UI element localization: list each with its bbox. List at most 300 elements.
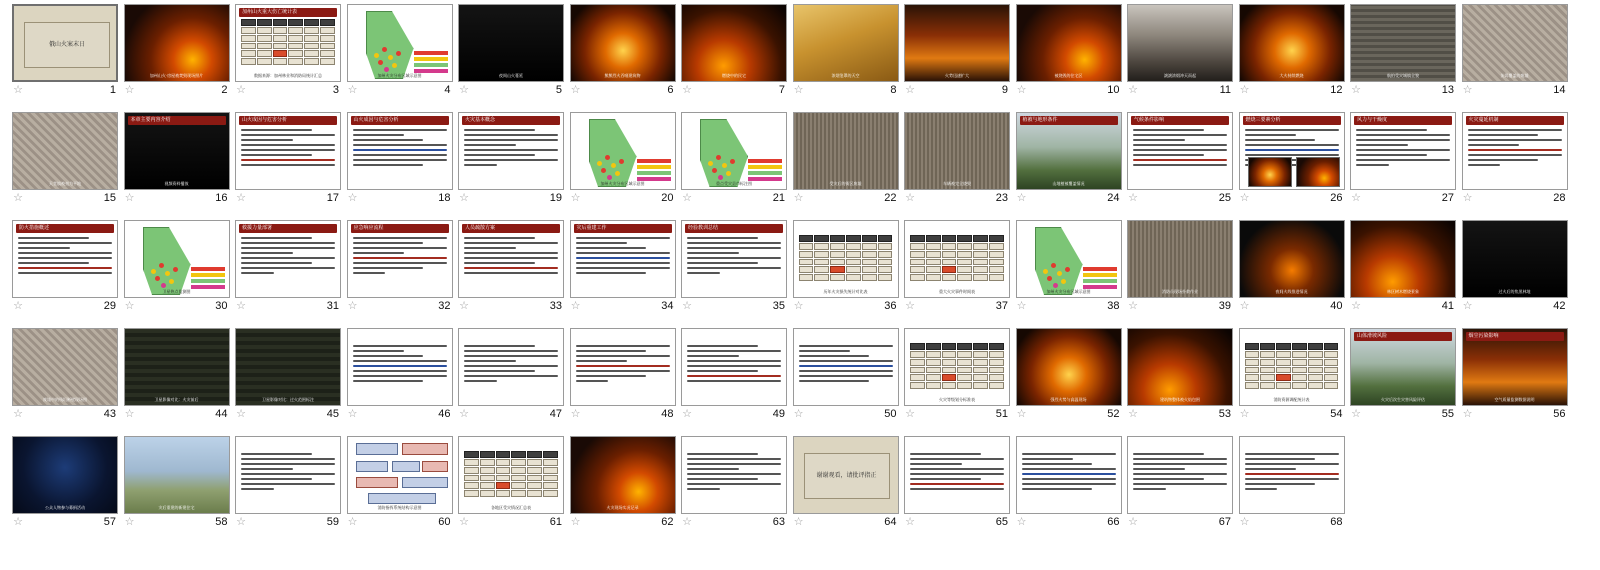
slide-thumbnail[interactable]: [904, 220, 1010, 298]
slide-thumbnail[interactable]: [1350, 4, 1456, 82]
star-outline-icon[interactable]: ☆: [905, 408, 915, 420]
slide-number: 2: [221, 84, 228, 96]
star-outline-icon[interactable]: ☆: [124, 192, 135, 204]
star-outline-icon[interactable]: ☆: [13, 192, 23, 204]
slide-thumbnail[interactable]: [12, 328, 118, 406]
star-outline-icon[interactable]: ☆: [13, 408, 23, 420]
slide-thumbnail[interactable]: [681, 112, 787, 190]
table-cell: [799, 243, 814, 250]
slide-thumbnail[interactable]: [1239, 4, 1345, 82]
slide-meta: [458, 192, 564, 208]
map-state-shape: [366, 11, 414, 79]
star-outline-icon[interactable]: ☆: [347, 84, 358, 96]
table-row: [241, 35, 335, 42]
table-cell: [878, 243, 893, 250]
slide-meta: [347, 192, 453, 208]
slide-thumbnail[interactable]: [458, 112, 564, 190]
star-outline-icon[interactable]: ☆: [459, 192, 469, 204]
table-cell: [273, 19, 288, 26]
text-line: [464, 350, 558, 352]
star-outline-icon[interactable]: ☆: [1016, 192, 1027, 204]
slide-thumbnail[interactable]: [1239, 112, 1345, 190]
slide-thumbnail[interactable]: [12, 436, 118, 514]
slide-cell: [1350, 112, 1460, 212]
slide-number: 57: [103, 516, 116, 528]
slide-number: 3: [332, 84, 339, 96]
text-line: [1022, 468, 1116, 470]
star-outline-icon[interactable]: ☆: [459, 300, 469, 312]
slide-thumbnail[interactable]: [12, 220, 118, 298]
slide-caption: 视频资料播放: [164, 181, 189, 186]
star-outline-icon[interactable]: ☆: [570, 516, 581, 528]
slide-thumbnail[interactable]: [458, 4, 564, 82]
slide-banner-text: 灾后重建工作: [576, 225, 607, 231]
table-cell: [957, 243, 972, 250]
slide-meta: [681, 408, 787, 424]
slide-cell: [1127, 328, 1237, 428]
slide-thumbnail[interactable]: [235, 328, 341, 406]
slide-thumbnail[interactable]: [1350, 112, 1456, 190]
slide-banner-text: 风力与干燥度: [1357, 117, 1388, 123]
slide-meta: [124, 192, 230, 208]
star-outline-icon[interactable]: ☆: [347, 408, 358, 420]
table-cell: [464, 459, 479, 466]
slide-thumbnail[interactable]: [124, 220, 230, 298]
slide-body-lines: [687, 237, 781, 277]
slide-caption: 滚滚浓烟冲天而起: [1164, 73, 1196, 78]
text-line: [1133, 458, 1227, 460]
table-cell: [926, 367, 941, 374]
slide-thumbnail[interactable]: [1016, 328, 1122, 406]
slide-thumbnail[interactable]: [235, 220, 341, 298]
text-line: [687, 237, 758, 239]
slide-meta: [793, 516, 899, 532]
text-line: [1245, 134, 1297, 136]
text-line: [241, 247, 335, 249]
slide-thumbnail[interactable]: [681, 4, 787, 82]
slide-thumbnail[interactable]: [1016, 436, 1122, 514]
text-line: [18, 247, 70, 249]
slide-thumbnail[interactable]: [124, 112, 230, 190]
table-cell: [241, 35, 256, 42]
map-marker: [155, 276, 160, 281]
star-outline-icon[interactable]: ☆: [1239, 84, 1250, 96]
slide-caption: 历年火灾损失统计对比表: [823, 289, 868, 294]
star-outline-icon[interactable]: ☆: [236, 408, 246, 420]
map-legend-item: [191, 273, 225, 277]
slide-thumbnail[interactable]: [12, 112, 118, 190]
slide-cell: [1350, 220, 1460, 320]
star-outline-icon[interactable]: ☆: [347, 300, 358, 312]
star-outline-icon[interactable]: ☆: [905, 516, 915, 528]
slide-banner: [685, 224, 783, 233]
slide-body-lines: [1133, 129, 1227, 169]
slide-thumbnail[interactable]: [793, 220, 899, 298]
table-cell: [496, 482, 511, 489]
slide-number: 36: [884, 300, 897, 312]
map-marker: [1047, 276, 1052, 281]
star-outline-icon[interactable]: ☆: [793, 192, 804, 204]
slide-thumbnail[interactable]: [124, 436, 230, 514]
slide-thumbnail[interactable]: [1462, 220, 1568, 298]
text-line: [241, 129, 312, 131]
slide-thumbnail[interactable]: [570, 4, 676, 82]
slide-cell: [347, 328, 457, 428]
table-cell: [1308, 351, 1323, 358]
slide-cell: [1462, 4, 1572, 104]
slide-cell: [1239, 4, 1349, 104]
table-row: [910, 359, 1004, 366]
table-cell: [878, 251, 893, 258]
slide-meta: [347, 300, 453, 316]
star-outline-icon[interactable]: ☆: [793, 84, 804, 96]
star-outline-icon[interactable]: ☆: [1351, 408, 1361, 420]
slide-number: 11: [1219, 84, 1231, 96]
slide-number: 42: [1553, 300, 1566, 312]
map-state-shape: [589, 119, 637, 187]
star-outline-icon[interactable]: ☆: [124, 516, 135, 528]
slide-thumbnail[interactable]: [1016, 4, 1122, 82]
star-outline-icon[interactable]: ☆: [1239, 192, 1250, 204]
slide-content: [1017, 221, 1121, 297]
slide-content: [1128, 5, 1232, 81]
slide-number: 61: [549, 516, 562, 528]
text-line: [353, 252, 405, 254]
text-line: [687, 478, 758, 480]
slide-thumbnail[interactable]: [347, 328, 453, 406]
slide-number: 34: [661, 300, 674, 312]
slide-thumbnail[interactable]: [458, 220, 564, 298]
star-outline-icon[interactable]: ☆: [570, 300, 581, 312]
slide-photo: [1351, 5, 1455, 81]
slide-number: 31: [326, 300, 339, 312]
text-line: [1133, 139, 1185, 141]
slide-thumbnail[interactable]: [1239, 436, 1345, 514]
slide-number: 32: [438, 300, 451, 312]
table-cell: [480, 475, 495, 482]
slide-photo: [1240, 5, 1344, 81]
slide-banner-text: 火灾蔓延机制: [1468, 117, 1499, 123]
slide-thumbnail[interactable]: [1350, 328, 1456, 406]
star-outline-icon[interactable]: ☆: [1016, 408, 1027, 420]
star-outline-icon[interactable]: ☆: [1128, 192, 1138, 204]
text-line: [1245, 488, 1278, 490]
text-line: [1133, 134, 1227, 136]
table-cell: [926, 351, 941, 358]
slide-banner-text: 燃烧三要素分析: [1245, 117, 1281, 123]
slide-number: 44: [215, 408, 228, 420]
slide-thumbnail[interactable]: [904, 436, 1010, 514]
star-outline-icon[interactable]: ☆: [13, 300, 23, 312]
star-outline-icon[interactable]: ☆: [236, 516, 246, 528]
text-line: [687, 355, 739, 357]
text-line: [1356, 129, 1427, 131]
slide-thumbnail[interactable]: [1016, 220, 1122, 298]
text-line: [1133, 478, 1204, 480]
slide-thumbnail[interactable]: [904, 328, 1010, 406]
slide-banner: [462, 224, 560, 233]
slide-thumbnail[interactable]: [681, 436, 787, 514]
slide-thumbnail[interactable]: [1462, 4, 1568, 82]
slide-thumbnail[interactable]: [458, 436, 564, 514]
star-outline-icon[interactable]: ☆: [1351, 192, 1361, 204]
star-outline-icon[interactable]: ☆: [1016, 84, 1027, 96]
text-line: [1133, 463, 1227, 465]
star-outline-icon[interactable]: ☆: [570, 84, 581, 96]
star-outline-icon[interactable]: ☆: [1462, 300, 1473, 312]
slide-number: 8: [890, 84, 897, 96]
text-line: [1468, 159, 1539, 161]
text-line: [687, 350, 781, 352]
text-line: [910, 458, 1004, 460]
star-outline-icon[interactable]: ☆: [1239, 300, 1250, 312]
table-cell: [304, 58, 319, 65]
text-line: [353, 139, 424, 141]
map-marker: [1043, 269, 1048, 274]
table-cell: [814, 251, 829, 258]
star-outline-icon[interactable]: ☆: [1128, 516, 1138, 528]
slide-thumbnail[interactable]: [458, 328, 564, 406]
star-outline-icon[interactable]: ☆: [1462, 84, 1473, 96]
table-cell: [989, 243, 1004, 250]
star-outline-icon[interactable]: ☆: [682, 408, 692, 420]
slide-meta: [1239, 84, 1345, 100]
table-cell: [910, 343, 925, 350]
slide-body-lines: [353, 129, 447, 169]
star-outline-icon[interactable]: ☆: [124, 408, 135, 420]
star-outline-icon[interactable]: ☆: [1016, 516, 1027, 528]
text-line: [241, 478, 312, 480]
star-outline-icon[interactable]: ☆: [1462, 408, 1473, 420]
slide-thumbnail[interactable]: [347, 220, 453, 298]
table-cell: [464, 490, 479, 497]
star-outline-icon[interactable]: ☆: [1128, 300, 1138, 312]
star-outline-icon[interactable]: ☆: [1016, 300, 1027, 312]
slide-cell: [1016, 4, 1126, 104]
slide-content: [1017, 329, 1121, 405]
table-cell: [989, 382, 1004, 389]
table-cell: [926, 359, 941, 366]
slide-thumbnail[interactable]: [1127, 436, 1233, 514]
star-outline-icon[interactable]: ☆: [459, 516, 469, 528]
text-line: [1133, 144, 1227, 146]
slide-content: [1128, 113, 1232, 189]
slide-thumbnail[interactable]: [570, 112, 676, 190]
text-line: [1468, 139, 1562, 141]
star-outline-icon[interactable]: ☆: [905, 300, 915, 312]
slide-banner-text: 加州山火重大伤亡统计表: [242, 9, 298, 15]
star-outline-icon[interactable]: ☆: [570, 408, 581, 420]
slide-thumbnail[interactable]: [347, 436, 453, 514]
slide-body-lines: [910, 453, 1004, 493]
slide-thumbnail[interactable]: [1127, 4, 1233, 82]
slide-thumbnail[interactable]: [1127, 220, 1233, 298]
map-marker: [722, 163, 727, 168]
star-outline-icon[interactable]: ☆: [1462, 192, 1473, 204]
text-line: [1468, 149, 1562, 151]
slide-thumbnail[interactable]: [235, 112, 341, 190]
slide-thumbnail[interactable]: [235, 4, 341, 82]
slide-meta: [235, 84, 341, 100]
table-row: [464, 482, 558, 489]
text-line: [1133, 154, 1204, 156]
text-line: [18, 237, 89, 239]
slide-thumbnail[interactable]: [570, 220, 676, 298]
slide-body-lines: [1356, 129, 1450, 169]
map-legend-item: [414, 51, 448, 55]
slide-caption: 废墟中的残垣断壁现场图: [43, 397, 87, 402]
star-outline-icon[interactable]: ☆: [236, 84, 246, 96]
slide-number: 63: [772, 516, 785, 528]
star-outline-icon[interactable]: ☆: [124, 84, 135, 96]
slide-cell: [1350, 328, 1460, 428]
table-cell: [1324, 382, 1339, 389]
slide-thumbnail[interactable]: [347, 4, 453, 82]
slide-number: 1: [109, 84, 116, 96]
slide-thumbnail[interactable]: [904, 4, 1010, 82]
slide-thumbnail[interactable]: [681, 220, 787, 298]
slide-content: [13, 113, 117, 189]
slide-thumbnail[interactable]: [1127, 328, 1233, 406]
slide-cell: [681, 328, 791, 428]
slide-thumbnail[interactable]: [570, 328, 676, 406]
slide-meta: [235, 300, 341, 316]
slide-photo: [1017, 5, 1121, 81]
text-line: [799, 360, 893, 362]
star-outline-icon[interactable]: ☆: [793, 516, 804, 528]
text-line: [1468, 129, 1562, 131]
star-outline-icon[interactable]: ☆: [1351, 84, 1361, 96]
star-outline-icon[interactable]: ☆: [1128, 84, 1138, 96]
slide-cell: [570, 436, 680, 536]
table-cell: [926, 382, 941, 389]
slide-banner: [16, 224, 114, 233]
slide-thumbnail[interactable]: [904, 112, 1010, 190]
slide-thumbnail[interactable]: [124, 4, 230, 82]
star-outline-icon[interactable]: ☆: [459, 84, 469, 96]
text-line: [687, 252, 739, 254]
text-line: [464, 237, 535, 239]
text-line: [576, 242, 628, 244]
star-outline-icon[interactable]: ☆: [347, 192, 358, 204]
table-cell: [1292, 382, 1307, 389]
star-outline-icon[interactable]: ☆: [1128, 408, 1138, 420]
slide-content: [794, 329, 898, 405]
table-cell: [799, 274, 814, 281]
text-line: [1245, 463, 1339, 465]
star-outline-icon[interactable]: ☆: [1239, 408, 1250, 420]
star-outline-icon[interactable]: ☆: [682, 516, 692, 528]
table-cell: [1260, 351, 1275, 358]
star-outline-icon[interactable]: ☆: [236, 300, 246, 312]
star-outline-icon[interactable]: ☆: [13, 84, 23, 96]
table-cell: [989, 359, 1004, 366]
slide-thumbnail[interactable]: [793, 112, 899, 190]
star-outline-icon[interactable]: ☆: [459, 408, 469, 420]
table-cell: [480, 459, 495, 466]
star-outline-icon[interactable]: ☆: [347, 516, 358, 528]
star-outline-icon[interactable]: ☆: [682, 300, 692, 312]
star-outline-icon[interactable]: ☆: [905, 192, 915, 204]
star-outline-icon[interactable]: ☆: [236, 192, 246, 204]
slide-banner-text: 人员疏散方案: [465, 225, 496, 231]
text-line: [1022, 483, 1116, 485]
slide-banner-text: 烟尘污染影响: [1468, 333, 1499, 339]
slide-thumbnail[interactable]: [12, 4, 118, 82]
slide-cell: [1127, 4, 1237, 104]
slide-thumbnail[interactable]: [1350, 220, 1456, 298]
map-marker: [611, 163, 616, 168]
star-outline-icon[interactable]: ☆: [682, 84, 692, 96]
text-line: [799, 345, 893, 347]
slide-thumbnail[interactable]: [1462, 112, 1568, 190]
slide-thumbnail[interactable]: [347, 112, 453, 190]
slide-thumbnail[interactable]: [235, 436, 341, 514]
slide-banner-text: 防火措施概述: [19, 225, 50, 231]
slide-thumbnail[interactable]: [1239, 220, 1345, 298]
text-line: [1133, 488, 1166, 490]
star-outline-icon[interactable]: ☆: [905, 84, 915, 96]
slide-thumbnail[interactable]: [124, 328, 230, 406]
slide-content: [348, 221, 452, 297]
slide-content: [13, 329, 117, 405]
slide-body-lines: [464, 129, 558, 169]
slide-cell: [347, 436, 457, 536]
star-outline-icon[interactable]: ☆: [1351, 300, 1361, 312]
text-line: [1356, 139, 1450, 141]
slide-caption: 熊熊烈火吞噬建筑物: [604, 73, 641, 78]
slide-thumbnail[interactable]: [1239, 328, 1345, 406]
slide-meta: [347, 516, 453, 532]
star-outline-icon[interactable]: ☆: [793, 300, 804, 312]
star-outline-icon[interactable]: ☆: [682, 192, 692, 204]
slide-thumbnail[interactable]: [570, 436, 676, 514]
slide-thumbnail[interactable]: [793, 4, 899, 82]
slide-thumbnail[interactable]: [1127, 112, 1233, 190]
table-cell: [910, 382, 925, 389]
star-outline-icon[interactable]: ☆: [793, 408, 804, 420]
slide-thumbnail[interactable]: [793, 328, 899, 406]
table-cell: [304, 27, 319, 34]
slide-photo: [13, 113, 117, 189]
star-outline-icon[interactable]: ☆: [13, 516, 23, 528]
slide-caption: 加州山火·房屋被焚毁现场照片: [149, 73, 204, 78]
slide-thumbnail[interactable]: [1016, 112, 1122, 190]
table-cell: [1276, 374, 1291, 381]
table-row: [910, 382, 1004, 389]
map-legend-item: [1083, 279, 1117, 283]
slide-thumbnail[interactable]: [681, 328, 787, 406]
star-outline-icon[interactable]: ☆: [570, 192, 581, 204]
text-line: [799, 380, 870, 382]
slide-photo: [794, 5, 898, 81]
slide-meta: [1462, 300, 1568, 316]
slide-cell: [235, 4, 345, 104]
table-row: [1245, 367, 1339, 374]
slide-thumbnail[interactable]: [1462, 328, 1568, 406]
table-cell: [480, 451, 495, 458]
table-cell: [1276, 343, 1291, 350]
slide-banner: [574, 224, 672, 233]
star-outline-icon[interactable]: ☆: [124, 300, 135, 312]
slide-thumbnail[interactable]: [793, 436, 899, 514]
star-outline-icon[interactable]: ☆: [1239, 516, 1250, 528]
slide-number: 18: [438, 192, 451, 204]
text-line: [1468, 144, 1520, 146]
text-line: [576, 267, 670, 269]
table-cell: [846, 259, 861, 266]
text-line: [464, 360, 516, 362]
